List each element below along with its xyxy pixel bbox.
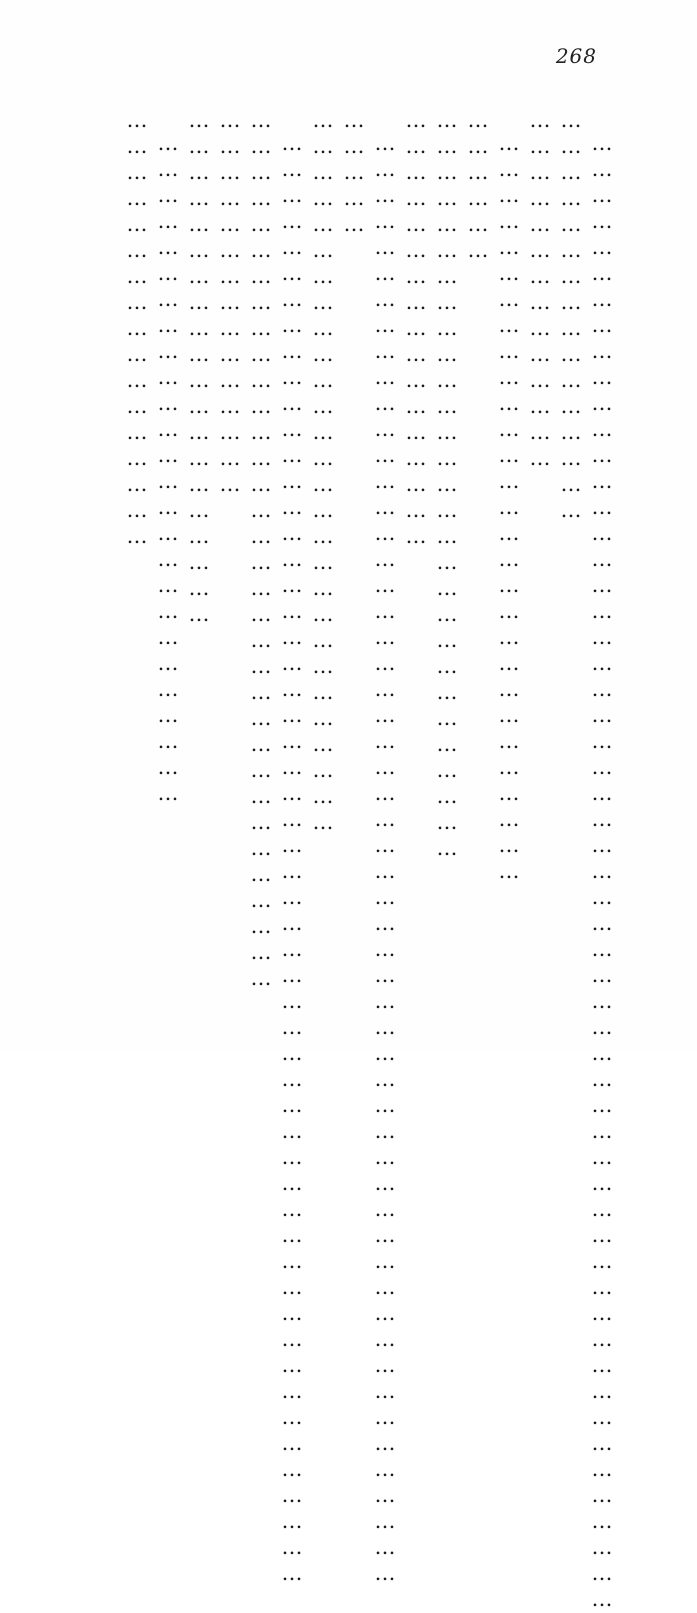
vertical-text-block — [121, 108, 617, 1613]
text-line: ………………………………………………………………………………………… — [249, 108, 273, 992]
page-number: 268 — [555, 44, 597, 68]
text-line: …………………………………………………… — [187, 108, 211, 628]
text-line: …………………………………………… — [404, 108, 428, 550]
text-line: …………………………………………………………………………………………………………………………………………………… — [373, 131, 397, 1587]
text-line: …………………………………………………………………………………………………………………………………………………… — [280, 131, 304, 1587]
text-line: ………………………………………… — [559, 108, 583, 524]
text-line: …………………………………………………………………………… — [497, 131, 521, 885]
text-line: …………………………………………… — [125, 108, 149, 550]
text-line: …………………………………… — [528, 108, 552, 472]
text-line: …………………………………………………………………………… — [435, 108, 459, 862]
text-line: ……………… — [466, 108, 490, 264]
text-line: ………………………………………………………………………… — [311, 108, 335, 836]
text-line: …………… — [342, 108, 366, 238]
text-line: ……………………………………… — [218, 108, 242, 498]
text-line: ……………………………………………………………………………………………………………………………………………………… — [590, 131, 614, 1613]
text-line: …………………………………………………………………… — [156, 131, 180, 807]
